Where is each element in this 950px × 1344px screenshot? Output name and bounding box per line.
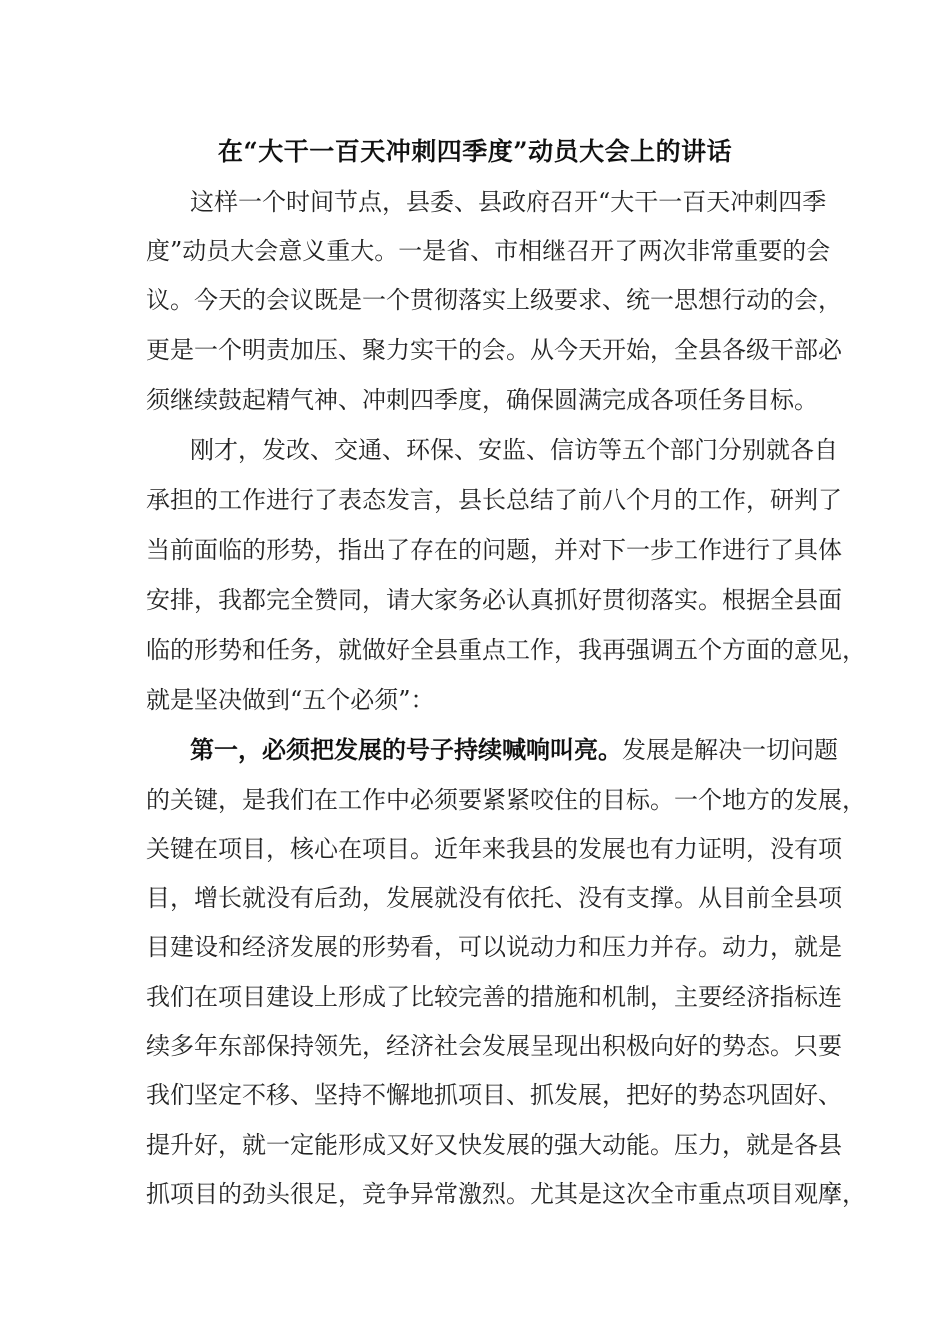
section-heading-first: 第一，必须把发展的号子持续喊响叫亮。 [190, 735, 622, 764]
paragraph-3-line-2: 的关键，是我们在工作中必须要紧紧咬住的目标。一个地方的发展， [146, 786, 866, 814]
paragraph-3-line-5: 目建设和经济发展的形势看，可以说动力和压力并存。动力，就是 [146, 933, 842, 961]
paragraph-2-line-4: 安排，我都完全赞同，请大家务必认真抓好贯彻落实。根据全县面 [146, 586, 842, 614]
paragraph-1-line-2: 度”动员大会意义重大。一是省、市相继召开了两次非常重要的会 [146, 237, 831, 265]
paragraph-2-line-2: 承担的工作进行了表态发言，县长总结了前八个月的工作，研判了 [146, 486, 842, 514]
paragraph-2-line-6: 就是坚决做到“五个必须”： [146, 686, 435, 714]
paragraph-3-line-10: 抓项目的劲头很足，竞争异常激烈。尤其是这次全市重点项目观摩， [146, 1180, 866, 1208]
paragraph-3-line-8: 我们坚定不移、坚持不懈地抓项目、抓发展，把好的势态巩固好、 [146, 1081, 842, 1109]
paragraph-2-line-3: 当前面临的形势，指出了存在的问题，并对下一步工作进行了具体 [146, 536, 842, 564]
paragraph-1-line-4: 更是一个明责加压、聚力实干的会。从今天开始，全县各级干部必 [146, 336, 842, 364]
paragraph-3-line-1 [190, 730, 838, 770]
paragraph-1-line-3: 议。今天的会议既是一个贯彻落实上级要求、统一思想行动的会， [146, 286, 842, 314]
paragraph-3-line-3: 关键在项目，核心在项目。近年来我县的发展也有力证明，没有项 [146, 835, 842, 863]
paragraph-2-line-1: 刚才，发改、交通、环保、安监、信访等五个部门分别就各自 [190, 436, 838, 464]
paragraph-1-line-1: 这样一个时间节点，县委、县政府召开“大干一百天冲刺四季 [190, 188, 827, 216]
paragraph-2-line-5: 临的形势和任务，就做好全县重点工作，我再强调五个方面的意见， [146, 636, 866, 664]
paragraph-3-line-9: 提升好，就一定能形成又好又快发展的强大动能。压力，就是各县 [146, 1131, 842, 1159]
paragraph-1-line-5: 须继续鼓起精气神、冲刺四季度，确保圆满完成各项任务目标。 [146, 386, 818, 414]
paragraph-3-line-1-rest: 发展是解决一切问题 [622, 736, 838, 764]
document-title: 在“大干一百天冲刺四季度”动员大会上的讲话 [217, 137, 733, 166]
paragraph-3-line-6: 我们在项目建设上形成了比较完善的措施和机制，主要经济指标连 [146, 983, 842, 1011]
paragraph-3-line-4: 目，增长就没有后劲，发展就没有依托、没有支撑。从目前全县项 [146, 884, 842, 912]
paragraph-3-line-7: 续多年东部保持领先，经济社会发展呈现出积极向好的势态。只要 [146, 1032, 842, 1060]
